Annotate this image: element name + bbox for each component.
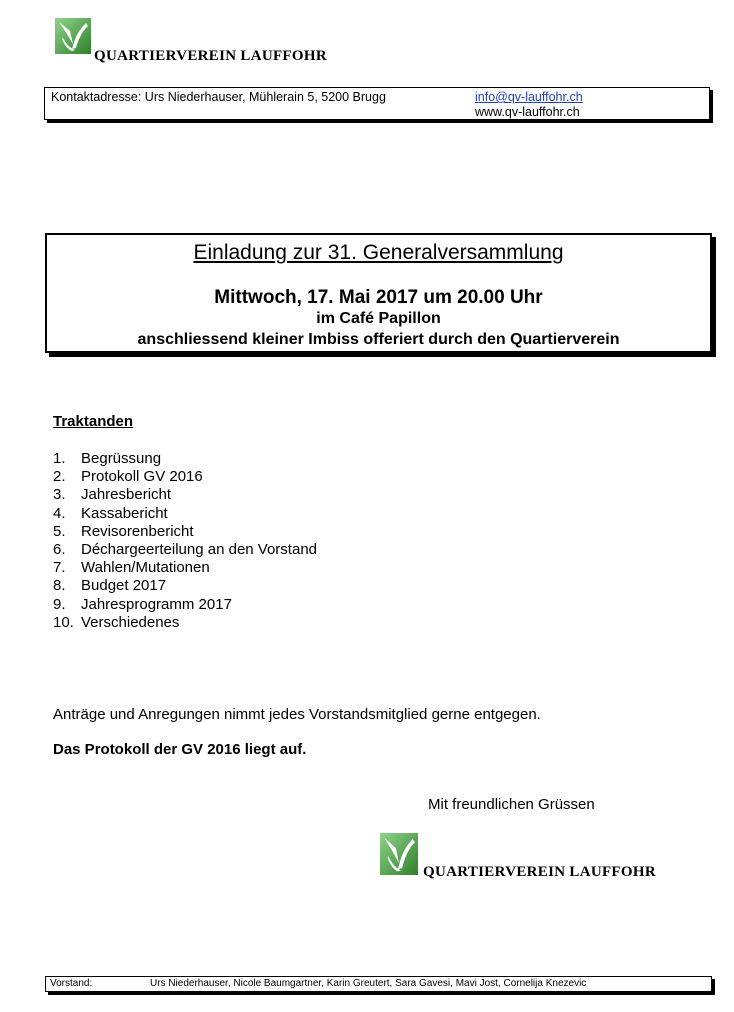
greeting-text: Mit freundlichen Grüssen: [428, 796, 595, 813]
leaf-bird-logo-icon: [55, 18, 91, 54]
agenda-item: 1. Begrüssung: [53, 450, 162, 467]
invitation-place: im Café Papillon: [316, 310, 441, 327]
agenda-item: 5. Revisorenbericht: [53, 522, 194, 540]
agenda-item: 8. Budget 2017: [53, 577, 167, 595]
agenda-item: 3. Jahresbericht: [53, 486, 172, 504]
agenda-item: 4. Kassabericht: [53, 504, 168, 522]
org-name-header: QUARTIERVEREIN LAUFFOHR: [94, 48, 327, 64]
agenda-item: 9. Jahresprogramm 2017: [53, 595, 232, 613]
invitation-date-time: Mittwoch, 17. Mai 2017 um 20.00 Uhr: [214, 287, 543, 308]
website-link[interactable]: www.qv-lauffohr.ch: [475, 105, 580, 119]
contact-box: [44, 87, 710, 120]
agenda-item: 6. Déchargeerteilung an den Vorstand: [53, 540, 318, 558]
footer-board-box: [45, 976, 712, 992]
protocol-note: Das Protokoll der GV 2016 liegt auf.: [53, 741, 307, 758]
invitation-title: Einladung zur 31. Generalversammlung: [193, 241, 564, 264]
requests-text: Anträge und Anregungen nimmt jedes Vorstandsmitglied gerne entgegen.: [53, 706, 541, 723]
contact-address: Kontaktadresse: Urs Niederhauser, Mühlerain 5, 5200 Brugg: [51, 90, 386, 104]
footer-members: Urs Niederhauser, Nicole Baumgartner, Karin Greutert, Sara Gavesi, Mavi Jost, Cornelija Knezevic: [150, 978, 587, 989]
email-link[interactable]: info@qv-lauffohr.ch: [475, 90, 583, 104]
agenda-item: 10. Verschiedenes: [53, 613, 180, 631]
agenda-list: [53, 450, 317, 632]
org-name-signature: QUARTIERVEREIN LAUFFOHR: [423, 864, 656, 880]
agenda-item: 7. Wahlen/Mutationen: [53, 559, 210, 577]
invitation-box: [45, 233, 712, 353]
leaf-bird-logo-icon: [380, 833, 418, 875]
invitation-note: anschliessend kleiner Imbiss offeriert durch den Quartierverein: [137, 331, 620, 348]
footer-label: Vorstand:: [50, 978, 93, 989]
agenda-heading: Traktanden: [53, 413, 134, 430]
agenda-item: 2. Protokoll GV 2016: [53, 468, 203, 486]
